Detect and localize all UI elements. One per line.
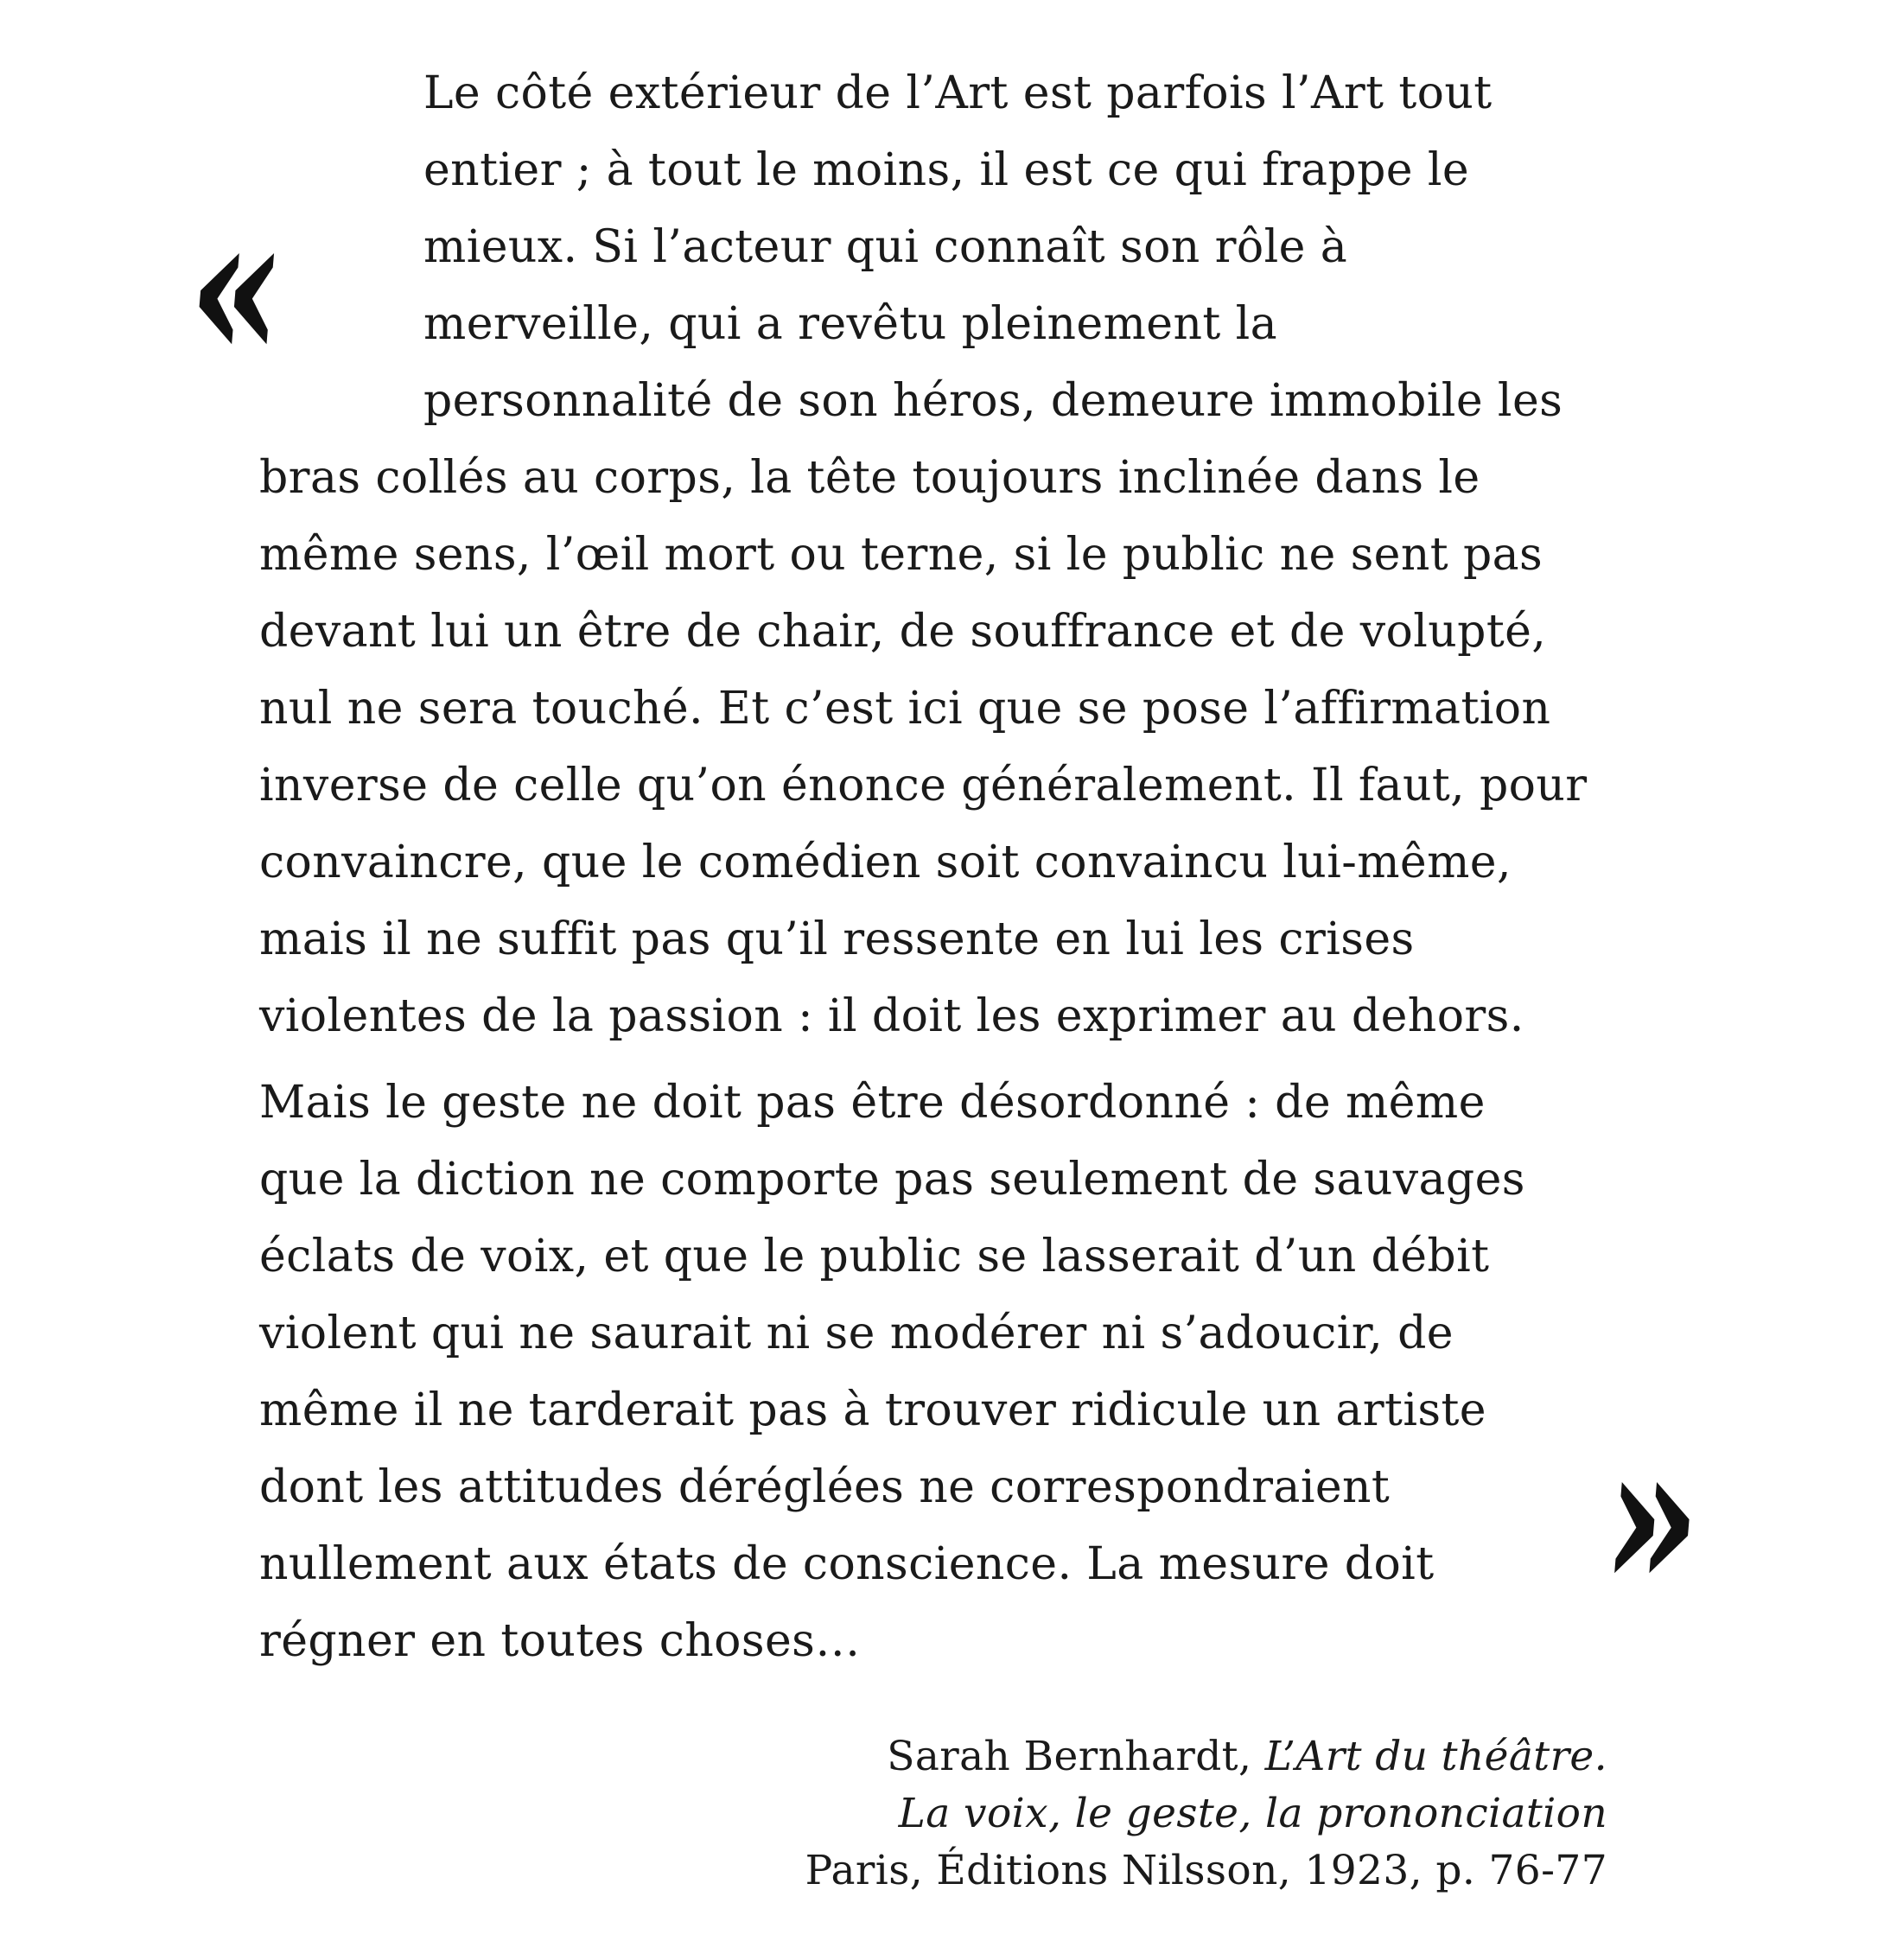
- closing-quotation-mark: »: [1594, 1400, 1711, 1633]
- citation-publication: Paris, Éditions Nilsson, 1923, p. 76-77: [805, 1847, 1607, 1894]
- quote-line: nul ne sera touché. Et c’est ici que se pose l’affirmation: [259, 683, 1551, 735]
- citation: [805, 1728, 1607, 1900]
- quote-line: devant lui un être de chair, de souffrance et de volupté,: [259, 606, 1547, 658]
- quote-line: régner en toutes choses…: [259, 1615, 861, 1667]
- quote-line: bras collés au corps, la tête toujours inclinée dans le: [259, 452, 1480, 504]
- quote-line: violent qui ne saurait ni se modérer ni s’adoucir, de: [259, 1308, 1454, 1359]
- quote-line: personnalité de son héros, demeure immobile les: [423, 375, 1563, 427]
- quote-line: mieux. Si l’acteur qui connaît son rôle à: [423, 221, 1348, 273]
- citation-author-title-row: [805, 1728, 1607, 1785]
- quote-line: violentes de la passion : il doit les exprimer au dehors.: [259, 990, 1524, 1042]
- quote-line: inverse de celle qu’on énonce généralement. Il faut, pour: [259, 760, 1588, 811]
- quote-line: nullement aux états de conscience. La mesure doit: [259, 1538, 1435, 1590]
- quote-line: même sens, l’œil mort ou terne, si le public ne sent pas: [259, 529, 1543, 581]
- quote-line: entier ; à tout le moins, il est ce qui frappe le: [423, 144, 1470, 196]
- quote-line: même il ne tarderait pas à trouver ridicule un artiste: [259, 1384, 1486, 1436]
- citation-author: Sarah Bernhardt,: [887, 1733, 1252, 1780]
- quote-line: convaincre, que le comédien soit convaincu lui-même,: [259, 837, 1512, 888]
- quote-line: que la diction ne comporte pas seulement de sauvages: [259, 1154, 1525, 1206]
- quote-line: Le côté extérieur de l’Art est parfois l’Art tout: [423, 67, 1493, 119]
- citation-subtitle: La voix, le geste, la prononciation: [898, 1790, 1607, 1837]
- quote-line: éclats de voix, et que le public se lasserait d’un débit: [259, 1231, 1490, 1282]
- quote-line: Mais le geste ne doit pas être désordonné : de même: [259, 1077, 1486, 1129]
- opening-quotation-mark: «: [179, 171, 296, 404]
- quote-line: dont les attitudes déréglées ne correspondraient: [259, 1461, 1391, 1513]
- quote-line: merveille, qui a revêtu pleinement la: [423, 298, 1277, 350]
- quote-line: mais il ne suffit pas qu’il ressente en lui les crises: [259, 913, 1415, 965]
- citation-title: L’Art du théâtre.: [1264, 1733, 1607, 1780]
